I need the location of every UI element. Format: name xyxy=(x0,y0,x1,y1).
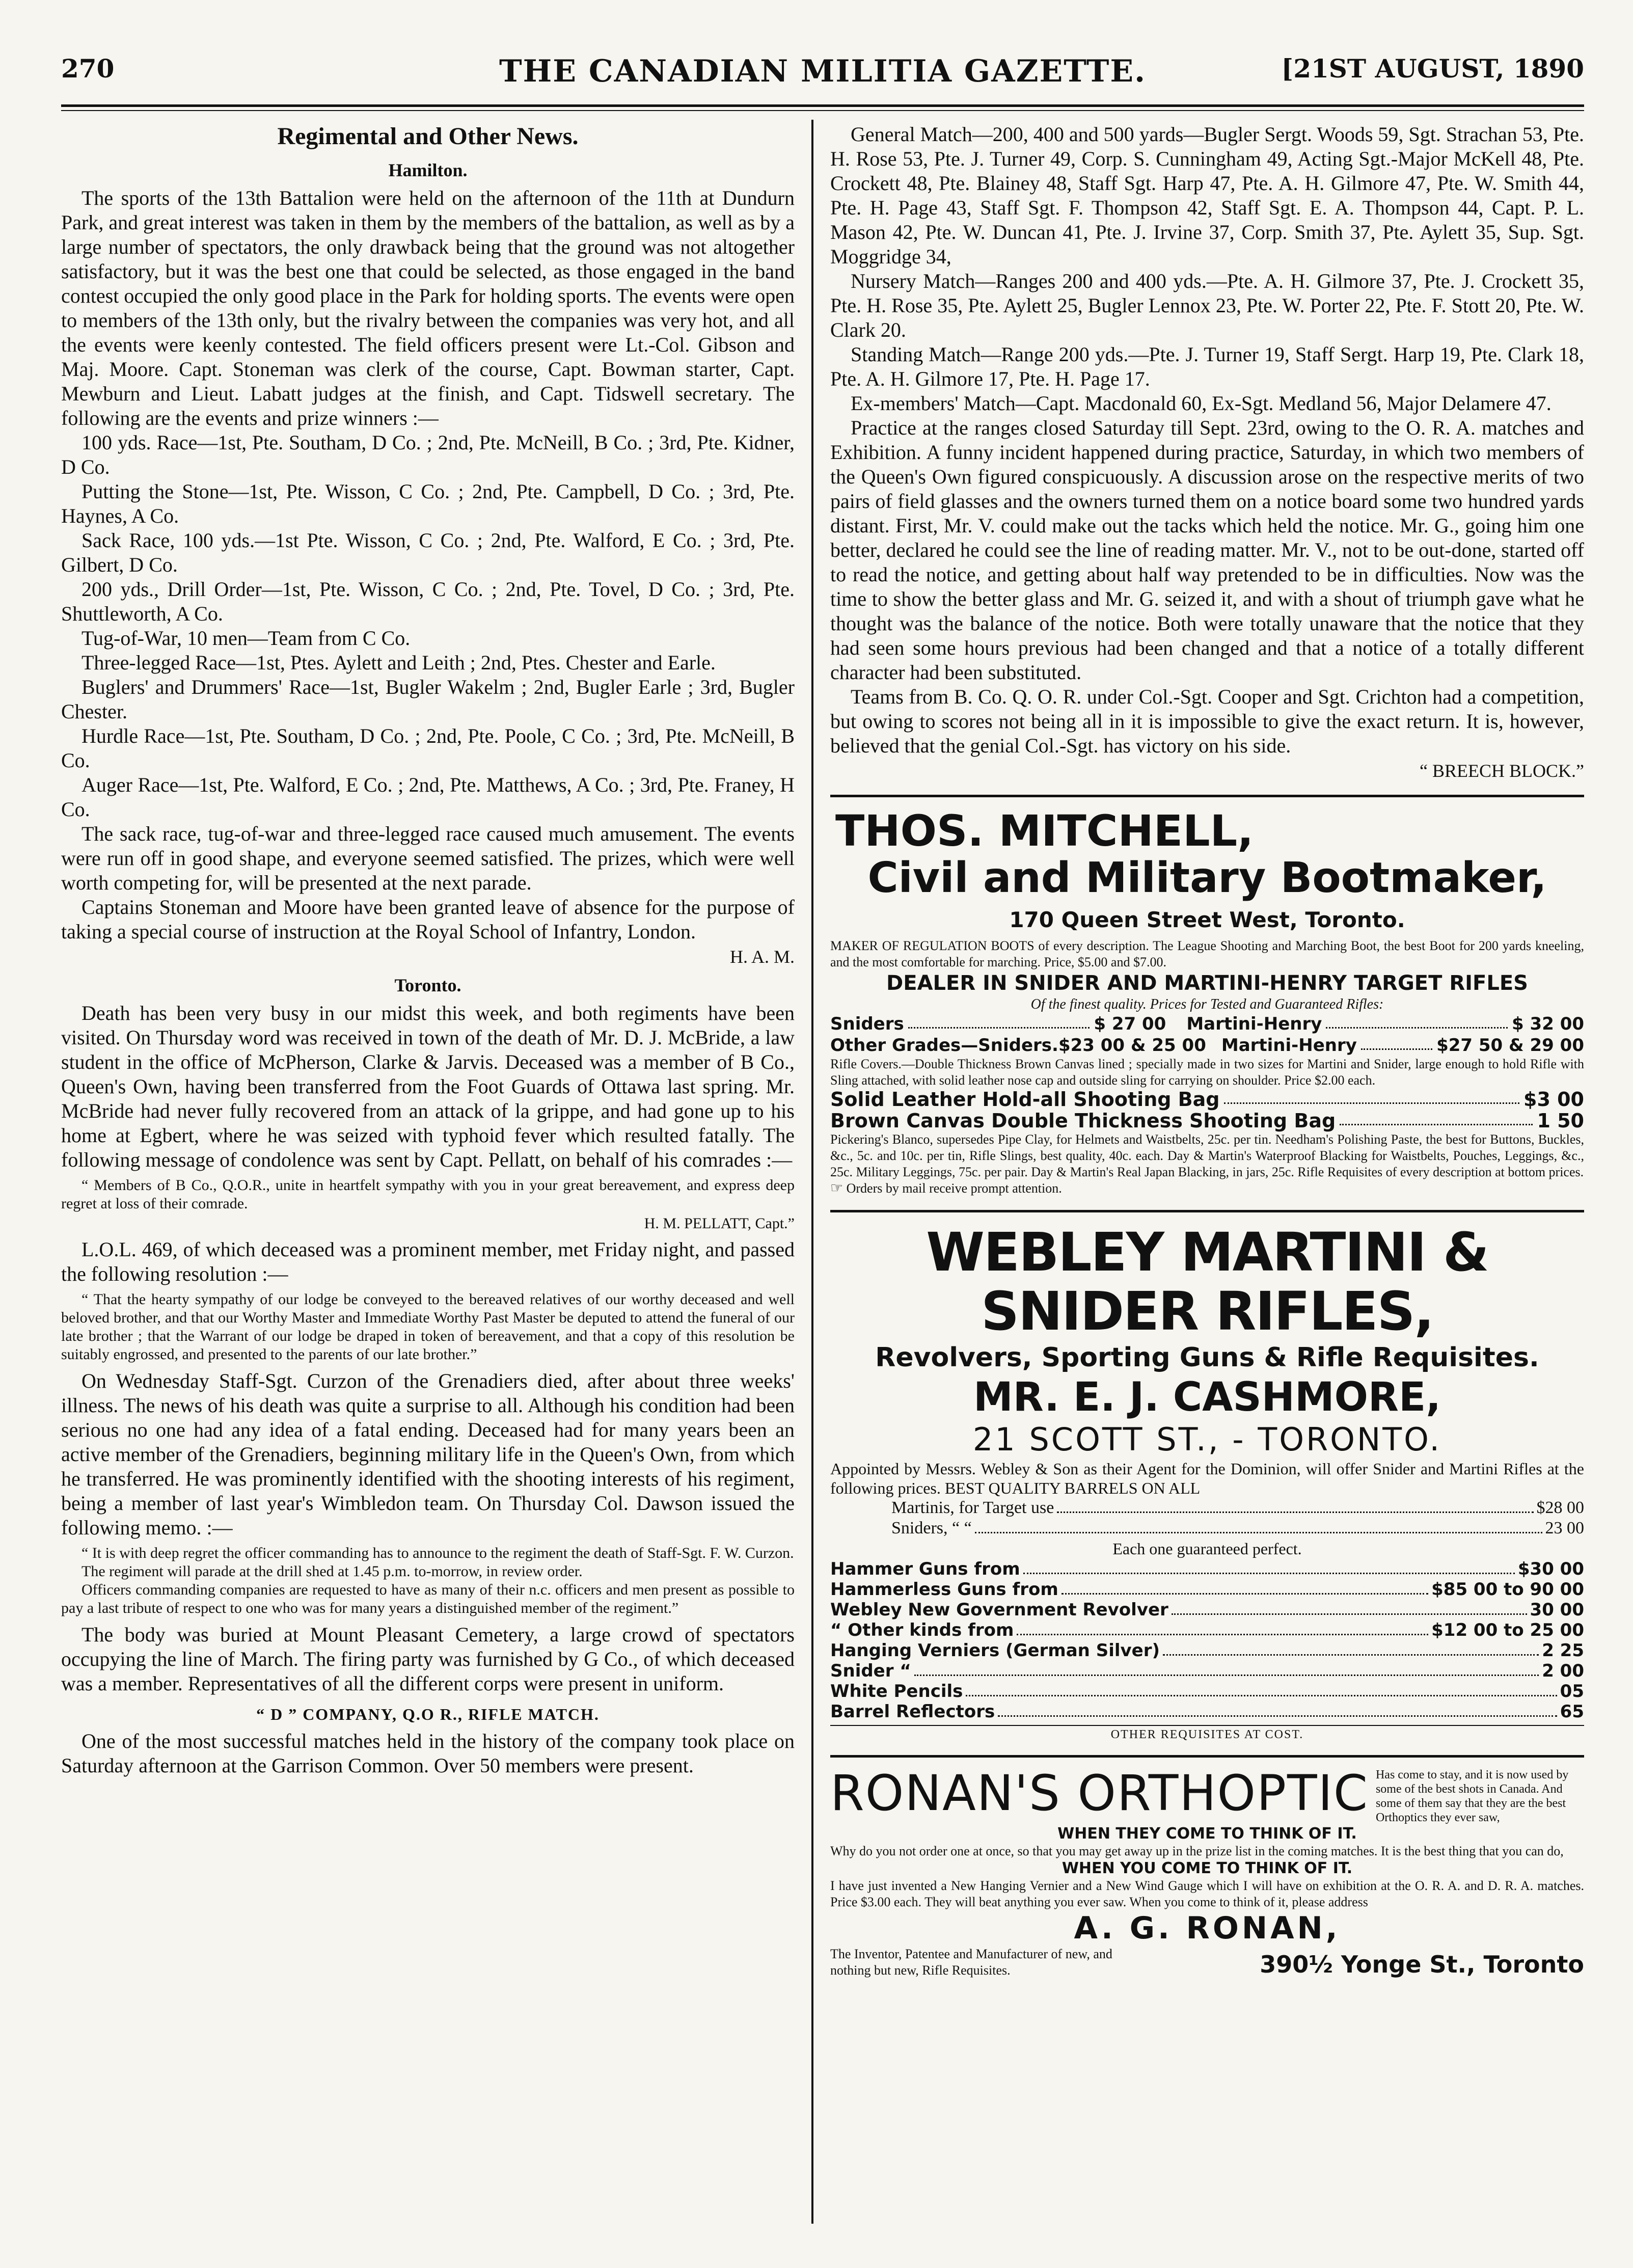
result-three-legged: Three-legged Race—1st, Ptes. Aylett and Leith ; 2nd, Ptes. Chester and Earle. xyxy=(81,651,716,674)
hamilton-leave: Captains Stoneman and Moore have been granted leave of absence for the purpose of taking a special course of instruction at the Royal School of Infantry, London. xyxy=(61,896,795,943)
condolence-quote xyxy=(61,1176,795,1232)
mitchell-dealer: DEALER IN SNIDER AND MARTINI-HENRY TARGET RIFLES xyxy=(886,971,1528,995)
right-column xyxy=(830,122,1584,1979)
general-match: General Match—200, 400 and 500 yards—Bugler Sergt. Woods 59, Sgt. Strachan 53, Pte. H. Rose 53, Pte. J. Turner 49, Corp. S. Cunningham 49, Acting Sgt.-Major McKell 48, Pte. Crockett 48, Pte. Blainey 48, Staff Sgt. Harp 47, Pte. A. H. Gilmore 47, Pte. W. Smith 44, Pte. H. Page 43, Staff Sgt. F. Thompson 42, Staff Sgt. E. A. Thompson 44, Capt. P. L. Mason 42, Pte. W. Duncan 41, Pte. J. Irvine 37, Corp. Smith 37, Pte. Aylett 35, Sup. Sgt. Moggridge 34, xyxy=(830,123,1584,268)
gun-item-price: $85 00 to 90 00 xyxy=(1431,1579,1584,1600)
gun-price-row xyxy=(830,1661,1584,1681)
webley-subtitle: Revolvers, Sporting Guns & Rifle Requisites. xyxy=(875,1342,1539,1373)
issue-date: [21ST AUGUST, 1890 xyxy=(1281,53,1584,84)
leader-dots xyxy=(998,1702,1557,1717)
result-sack: Sack Race, 100 yds.—1st Pte. Wisson, C Co. ; 2nd, Pte. Walford, E Co. ; 3rd, Pte. Gilbert, D Co. xyxy=(61,529,795,576)
ronan-text-2: I have just invented a New Hanging Vernier and a New Wind Gauge which I will have on exhibition at the O. R. A. and D. R. A. matches. Price $3.00 each. They will beat anything you ever saw. When you come to think of it, please address xyxy=(830,1878,1584,1909)
result-drill: 200 yds., Drill Order—1st, Pte. Wisson, C Co. ; 2nd, Pte. Tovel, D Co. ; 3rd, Pte. Shuttleworth, A Co. xyxy=(61,578,795,625)
ronan-name: A. G. RONAN, xyxy=(1074,1910,1341,1946)
gun-price-row xyxy=(830,1579,1584,1600)
leader-dots xyxy=(914,1661,1539,1676)
gun-item-price: 65 xyxy=(1560,1702,1584,1722)
header-rule-thin xyxy=(61,110,1584,111)
bag-row-1 xyxy=(830,1089,1584,1110)
leader-dots xyxy=(908,1013,1090,1029)
cashmore-address: 21 SCOTT ST., - TORONTO. xyxy=(972,1421,1442,1458)
mitchell-name: THOS. MITCHELL, xyxy=(835,806,1254,856)
pointing-hand-icon: ☞ xyxy=(830,1180,843,1196)
gun-item-name: Webley New Government Revolver xyxy=(830,1600,1168,1620)
mitchell-misc: Pickering's Blanco, supersedes Pipe Clay, for Helmets and Waistbelts, 25c. per tin. Needham's Polishing Paste, the best for Buttons, Buckles, &c., 5c. and 10c. per tin, Rifle Slings, best quality, 40c. each. Day & Martin's Waterproof Blacking for Waistbelts, Pouches, Leggings, &c., 25c. Military Leggings, 75c. per pair. Day & Martin's Real Japan Blacking, in jars, 25c. Rifle Requisites of every description at bottom prices. xyxy=(830,1132,1584,1179)
mitchell-quality: Of the finest quality. Prices for Tested and Guaranteed Rifles: xyxy=(1030,996,1384,1012)
toronto-heading: Toronto. xyxy=(394,975,461,995)
leader-dots xyxy=(1163,1640,1539,1656)
leader-dots xyxy=(1326,1013,1508,1029)
gun-item-price: $30 00 xyxy=(1517,1559,1584,1579)
gun-item-price: 2 00 xyxy=(1542,1661,1584,1681)
gun-price-list xyxy=(830,1559,1584,1722)
match-heading: “ D ” COMPANY, Q.O R., RIFLE MATCH. xyxy=(256,1705,600,1723)
result-buglers: Buglers' and Drummers' Race—1st, Bugler Wakelm ; 2nd, Bugler Earle ; 3rd, Bugler Chester. xyxy=(61,676,795,723)
ronan-side-text: Has come to stay, and it is now used by some of the best shots in Canada. And some of them say that they are the best Orthoptics they ever saw, xyxy=(1375,1768,1569,1824)
leader-dots xyxy=(1172,1600,1527,1615)
practice-story: Practice at the ranges closed Saturday till Sept. 23rd, owing to the O. R. A. matches and Exhibition. A funny incident happened during practice, Saturday, in which two members of the Queen's Own figured conspicuously. A discussion arose on the respective merits of two pairs of field glasses and the owners turned them on a notice board some two hundred yards distant. First, Mr. V. could make out the tacks which held the notice. Mr. G., going him one better, declared he could see the line of reading matter. Mr. V., not to be out-done, started off to read the notice, and getting about half way pretended to be in difficulties. Now was the time to show the better glass and Mr. G. seized it, and with a shout of triumph gave what he thought was the balance of the notice. Both were totally unaware that the notice that they had seen some hours previous had been changed and that a notice of a totally different character had been substituted. xyxy=(830,416,1584,684)
section-heading: Regimental and Other News. xyxy=(277,123,579,150)
resolution-text: “ That the hearty sympathy of our lodge be conveyed to the bereaved relatives of our worthy deceased and well beloved brother, and that our Worthy Master and Immediate Worthy Past Master be deputed to attend the funeral of our late brother ; that the Warrant of our lodge be draped in token of bereavement, and that a copy of this resolution be suitably engrossed, and presented to the parents of our late brother.” xyxy=(61,1291,795,1363)
mitchell-trade: Civil and Military Bootmaker, xyxy=(867,854,1547,902)
cashmore-name: MR. E. J. CASHMORE, xyxy=(973,1374,1441,1420)
ronan-slogan-1: WHEN THEY COME TO THINK OF IT. xyxy=(1057,1825,1357,1843)
gun-item-price: $12 00 to 25 00 xyxy=(1431,1620,1584,1640)
toronto-para-2: L.O.L. 469, of which deceased was a prominent member, met Friday night, and passed the following resolution :— xyxy=(61,1238,795,1285)
price-row-2 xyxy=(830,1035,1584,1056)
leader-dots xyxy=(1340,1110,1533,1125)
nursery-match: Nursery Match—Ranges 200 and 400 yds.—Pte. A. H. Gilmore 37, Pte. J. Crockett 35, Pte. H. Rose 35, Pte. Aylett 25, Bugler Lennox 23, Pte. W. Porter 22, Pte. F. Stott 20, Pte. W. Clark 20. xyxy=(830,269,1584,341)
other-requisites: OTHER REQUISITES AT COST. xyxy=(830,1725,1584,1742)
result-hurdle: Hurdle Race—1st, Pte. Southam, D Co. ; 2nd, Pte. Poole, C Co. ; 3rd, Pte. McNeill, B Co. xyxy=(61,724,795,772)
resolution-quote xyxy=(61,1290,795,1364)
condolence-text: “ Members of B Co., Q.O.R., unite in heartfelt sympathy with you in your great bereavement, and express deep regret at loss of their comrade. xyxy=(61,1177,795,1212)
gun-item-price: 30 00 xyxy=(1530,1600,1584,1620)
leader-dots xyxy=(1224,1089,1520,1104)
webley-intro: Appointed by Messrs. Webley & Son as their Agent for the Dominion, will offer Snider and Martini Rifles at the following prices. BEST QUALITY BARRELS ON ALL xyxy=(830,1460,1584,1497)
gun-price-row xyxy=(830,1702,1584,1722)
result-tug: Tug-of-War, 10 men—Team from C Co. xyxy=(81,627,411,650)
mitchell-mail xyxy=(830,1180,1584,1197)
gun-item-name: Hanging Verniers (German Silver) xyxy=(830,1640,1160,1661)
toronto-para-4: The body was buried at Mount Pleasant Cemetery, a large crowd of spectators occupying the line of March. The firing party was furnished by G Co., of which deceased was a member. Representatives of all the different corps were present in uniform. xyxy=(61,1623,795,1695)
leader-dots xyxy=(975,1518,1542,1533)
leader-dots xyxy=(1017,1620,1428,1635)
ronan-slogan-2: WHEN YOU COME TO THINK OF IT. xyxy=(1062,1859,1353,1877)
result-auger: Auger Race—1st, Pte. Walford, E Co. ; 2nd, Pte. Matthews, A Co. ; 3rd, Pte. Franey, H Co. xyxy=(61,773,795,821)
breech-block-signature: “ BREECH BLOCK.” xyxy=(1420,761,1584,781)
hamilton-heading: Hamilton. xyxy=(388,160,468,180)
mitchell-intro: MAKER OF REGULATION BOOTS of every description. The League Shooting and Marching Boot, the best Boot for 200 yards kneeling, and the most comfortable for marching. Price, $5.00 and $7.00. xyxy=(830,938,1584,969)
price-other-martini-label: Martini-Henry xyxy=(1221,1035,1357,1056)
price-sniders-label: Sniders xyxy=(830,1014,904,1034)
result-100yds: 100 yds. Race—1st, Pte. Southam, D Co. ; 2nd, Pte. McNeill, B Co. ; 3rd, Pte. Kidner, D Co. xyxy=(61,431,795,478)
leader-dots xyxy=(1023,1559,1515,1574)
leader-dots xyxy=(966,1681,1557,1696)
webley-title: WEBLEY MARTINI & SNIDER RIFLES, xyxy=(926,1221,1488,1342)
sniders-row xyxy=(830,1518,1584,1538)
martinis-price: $28 00 xyxy=(1536,1498,1584,1517)
publication-title: THE CANADIAN MILITIA GAZETTE. xyxy=(499,53,1147,89)
price-row-1 xyxy=(830,1013,1584,1035)
gun-item-name: Hammerless Guns from xyxy=(830,1579,1058,1600)
hamilton-summary: The sack race, tug-of-war and three-legged race caused much amusement. The events were run off in good shape, and everyone seemed satisfied. The prizes, which were well worth competing for, will be presented at the next parade. xyxy=(61,822,795,894)
left-column xyxy=(61,122,795,1778)
gun-item-name: Snider “ xyxy=(830,1661,911,1681)
sniders-label: Sniders, “ “ xyxy=(891,1519,972,1537)
gun-item-price: 05 xyxy=(1560,1681,1584,1702)
hamilton-signature: H. A. M. xyxy=(729,947,795,967)
leader-dots xyxy=(1361,1035,1432,1050)
bag-1-price: $3 00 xyxy=(1523,1088,1584,1111)
condolence-signature: H. M. PELLATT, Capt.” xyxy=(644,1215,795,1232)
rifle-covers: Rifle Covers.—Double Thickness Brown Canvas lined ; specially made in two sizes for Martini and Snider, large enough to hold Rifle with Sling attached, with solid leather nose cap and outside sling for carrying on shoulder. Price $2.00 each. xyxy=(830,1057,1584,1088)
leader-dots xyxy=(1062,1579,1428,1595)
column-divider xyxy=(811,120,813,2224)
match-para: One of the most successful matches held in the history of the company took place on Saturday afternoon at the Garrison Common. Over 50 members were present. xyxy=(61,1730,795,1777)
ex-members-match: Ex-members' Match—Capt. Macdonald 60, Ex-Sgt. Medland 56, Major Delamere 47. xyxy=(851,392,1552,415)
price-other-martini-value: $27 50 & 29 00 xyxy=(1436,1035,1584,1056)
mitchell-ad xyxy=(830,795,1584,1197)
price-martini-value: $ 32 00 xyxy=(1512,1014,1585,1034)
bag-2-label: Brown Canvas Double Thickness Shooting Bag xyxy=(830,1110,1336,1132)
martinis-label: Martinis, for Target use xyxy=(891,1498,1054,1517)
gun-price-row xyxy=(830,1620,1584,1640)
standing-match: Standing Match—Range 200 yds.—Pte. J. Turner 19, Staff Sergt. Harp 19, Pte. Clark 18, Pte. A. H. Gilmore 17, Pte. H. Page 17. xyxy=(830,343,1584,390)
mitchell-address: 170 Queen Street West, Toronto. xyxy=(1009,907,1405,932)
ronan-ad xyxy=(830,1755,1584,1979)
ronan-address: 390½ Yonge St., Toronto xyxy=(1260,1951,1584,1978)
ronan-title: RONAN'S ORTHOPTIC xyxy=(830,1765,1369,1822)
webley-ad xyxy=(830,1210,1584,1742)
sniders-price: 23 00 xyxy=(1545,1519,1584,1537)
memo-quote xyxy=(61,1544,795,1617)
price-sniders-value: $ 27 00 xyxy=(1094,1014,1166,1034)
memo-line-3: Officers commanding companies are requested to have as many of their n.c. officers and men present as possible to pay a last tribute of respect to one who was for many years a distinguished member of the regiment.” xyxy=(61,1581,795,1616)
price-other-sniders: Other Grades—Sniders.$23 00 & 25 00 xyxy=(830,1035,1206,1056)
ronan-footer xyxy=(830,1946,1584,1979)
price-martini-label: Martini-Henry xyxy=(1186,1014,1322,1034)
gun-item-price: 2 25 xyxy=(1542,1640,1584,1661)
ronan-header xyxy=(830,1765,1584,1825)
guarantee: Each one guaranteed perfect. xyxy=(1112,1540,1302,1558)
memo-line-2: The regiment will parade at the drill shed at 1.45 p.m. to-morrow, in review order. xyxy=(81,1563,583,1580)
toronto-para-1: Death has been very busy in our midst this week, and both regiments have been visited. On Thursday word was received in town of the death of Mr. D. J. McBride, a law student in the office of McPherson, Clarke & Jarvis. Deceased was a member of B Co., Queen's Own, having been transferred from the Foot Guards of Ottawa last spring. Mr. McBride had never fully recovered from an attack of la grippe, and had gone up to his home at Egbert, where he was seized with typhoid fever which resulted fatally. The following message of condolence was sent by Capt. Pellatt, on behalf of his comrades :— xyxy=(61,1002,795,1171)
mitchell-mail-text: Orders by mail receive prompt attention. xyxy=(846,1181,1062,1196)
gun-price-row xyxy=(830,1640,1584,1661)
gun-item-name: Barrel Reflectors xyxy=(830,1702,995,1722)
bag-2-price: 1 50 xyxy=(1537,1110,1584,1132)
page-number: 270 xyxy=(61,53,115,84)
gun-price-row xyxy=(830,1559,1584,1579)
toronto-para-3: On Wednesday Staff-Sgt. Curzon of the Grenadiers died, after about three weeks' illness. The news of his death was quite a surprise to all. Although his condition had been serious no one had any idea of a fatal ending. Deceased had for many years been an active member of the Grenadiers, beginning military life in the Queen's Own, from which he transferred. He was prominently identified with the shooting interests of his regiment, being a member of last year's Wimbledon team. On Thursday Col. Dawson issued the following memo. :— xyxy=(61,1369,795,1539)
ronan-inventor: The Inventor, Patentee and Manufacturer of new, and nothing but new, Rifle Requisites. xyxy=(830,1947,1112,1978)
bag-row-2 xyxy=(830,1110,1584,1131)
memo-line-1: “ It is with deep regret the officer commanding has to announce to the regiment the death of Staff-Sgt. F. W. Curzon. xyxy=(81,1545,794,1561)
header-rule-thick xyxy=(61,104,1584,107)
gun-item-name: White Pencils xyxy=(830,1681,963,1702)
result-stone: Putting the Stone—1st, Pte. Wisson, C Co. ; 2nd, Pte. Campbell, D Co. ; 3rd, Pte. Haynes, A Co. xyxy=(61,480,795,527)
hamilton-para: The sports of the 13th Battalion were held on the afternoon of the 11th at Dundurn Park, and great interest was taken in them by the members of the battalion, as well as by a large number of spectators, the only drawback being that the ground was not altogether satisfactory, but it was the best one that could be selected, as those engaged in the band contest occupied the only good place in the Park for holding sports. The events were open to members of the 13th only, but the rivalry between the companies was very hot, and all the events were keenly contested. The field officers present were Lt.-Col. Gibson and Maj. Moore. Capt. Stoneman was clerk of the course, Capt. Bowman starter, Capt. Mewburn and Lieut. Labatt judges at the finish, and Capt. Tidswell secretary. The following are the events and prize winners :— xyxy=(61,186,795,429)
gun-item-name: “ Other kinds from xyxy=(830,1620,1014,1640)
teams-para: Teams from B. Co. Q. O. R. under Col.-Sgt. Cooper and Sgt. Crichton had a competition, but owing to scores not being all in it is impossible to give the exact return. It is, however, believed that the genial Col.-Sgt. has victory on his side. xyxy=(830,685,1584,757)
gun-item-name: Hammer Guns from xyxy=(830,1559,1020,1579)
bag-1-label: Solid Leather Hold-all Shooting Bag xyxy=(830,1088,1220,1111)
gun-price-row xyxy=(830,1600,1584,1620)
ronan-text-1: Why do you not order one at once, so that you may get away up in the prize list in the coming matches. It is the best thing that you can do, xyxy=(830,1844,1564,1858)
gun-price-row xyxy=(830,1681,1584,1702)
page-header xyxy=(61,48,1584,110)
leader-dots xyxy=(1057,1498,1533,1513)
martinis-row xyxy=(830,1498,1584,1518)
